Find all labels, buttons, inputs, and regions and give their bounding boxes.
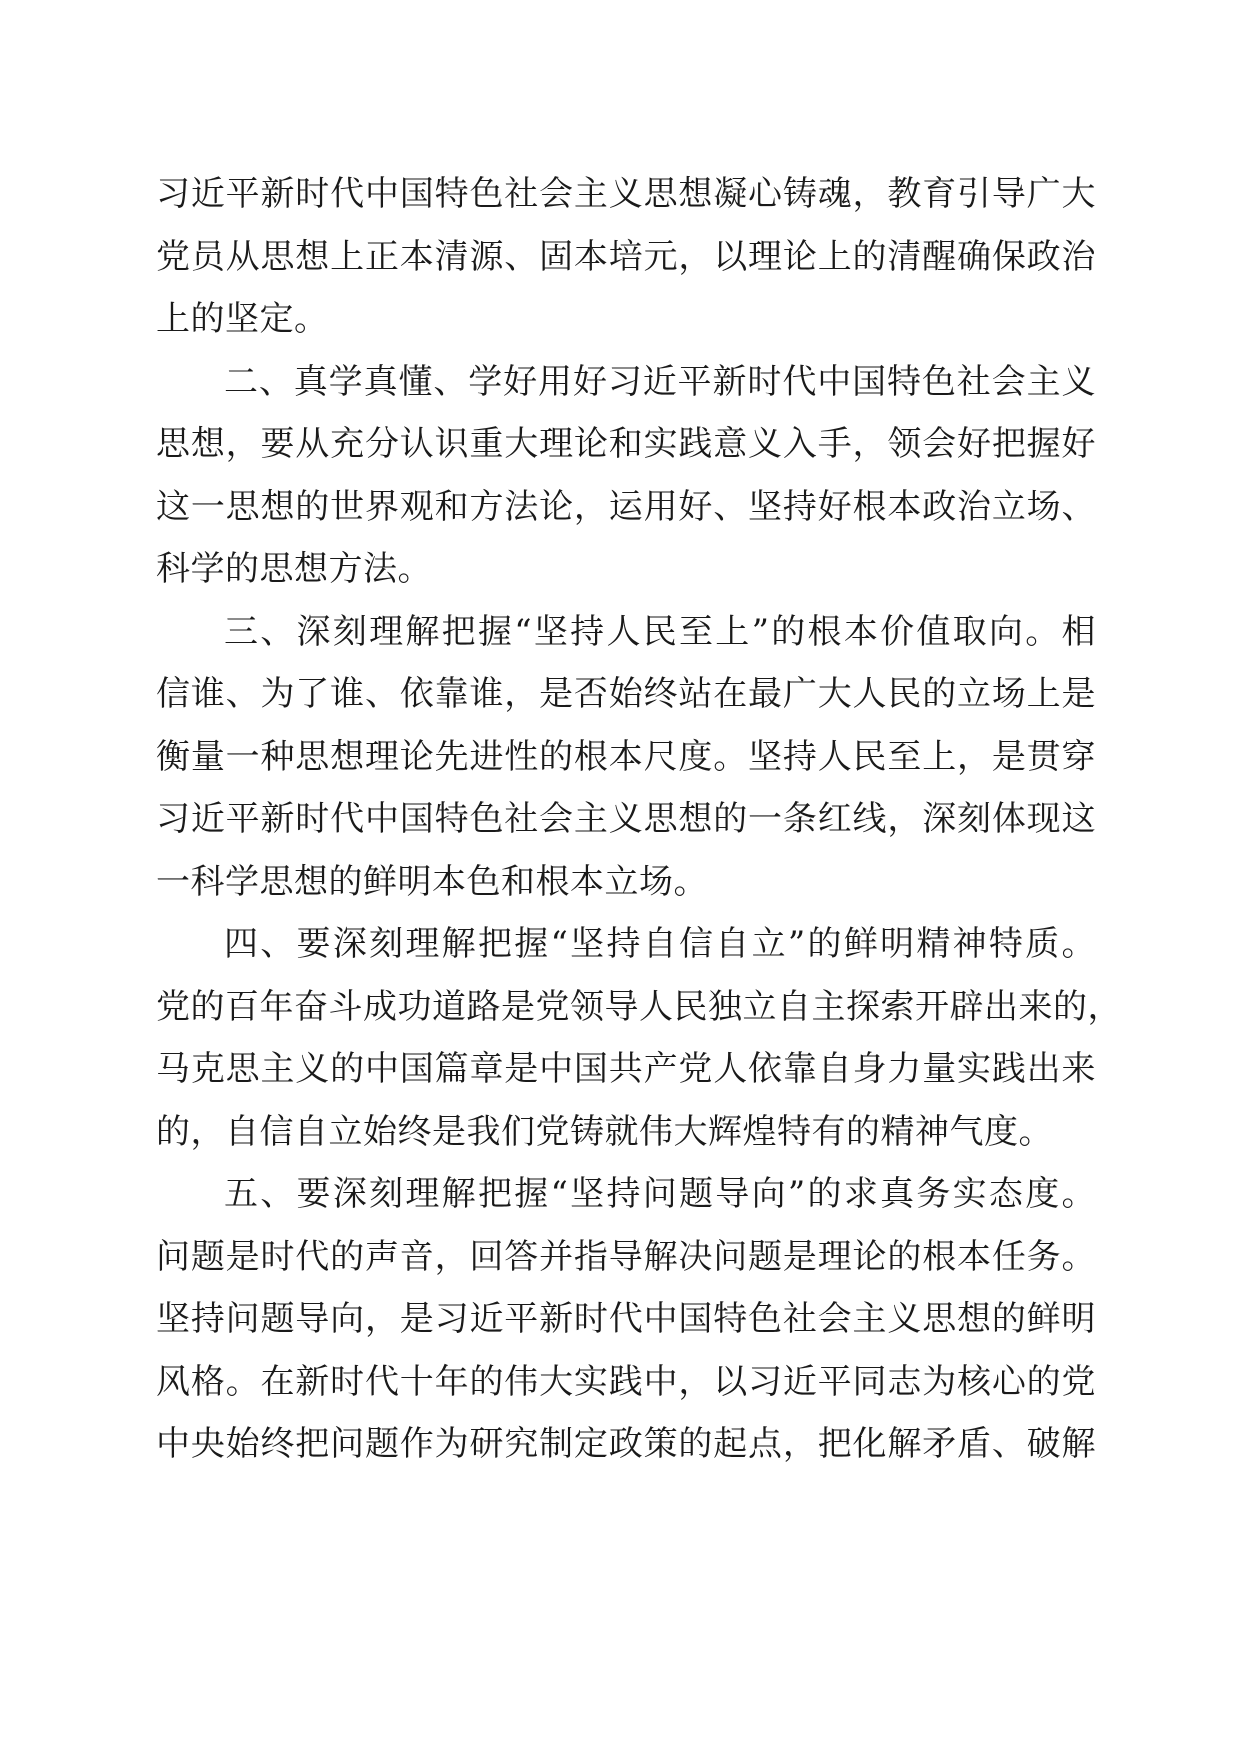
text-line: 党的百年奋斗成功道路是党领导人民独立自主探索开辟出来的， bbox=[156, 986, 1122, 1027]
text-line: 坚持问题导向，是习近平新时代中国特色社会主义思想的鲜明 bbox=[156, 1299, 1096, 1339]
text-line: 衡量一种思想理论先进性的根本尺度。坚持人民至上，是贯穿 bbox=[156, 736, 1096, 777]
text-line: 党员从思想上正本清源、固本培元，以理论上的清醒确保政治 bbox=[156, 236, 1096, 277]
text-line: 上的坚定。 bbox=[156, 299, 329, 339]
text-line: 中央始终把问题作为研究制定政策的起点，把化解矛盾、破解 bbox=[156, 1424, 1096, 1464]
paragraph-start-line: 四、要深刻理解把握“坚持自信自立”的鲜明精神特质。 bbox=[224, 924, 1096, 964]
paragraph-start-line: 二、真学真懂、学好用好习近平新时代中国特色社会主义 bbox=[224, 361, 1096, 402]
document-body bbox=[156, 163, 1122, 1476]
text-line: 一科学思想的鲜明本色和根本立场。 bbox=[156, 861, 708, 902]
text-line: 风格。在新时代十年的伟大实践中，以习近平同志为核心的党 bbox=[156, 1361, 1096, 1402]
text-line: 习近平新时代中国特色社会主义思想的一条红线，深刻体现这 bbox=[156, 799, 1096, 839]
text-line: 的，自信自立始终是我们党铸就伟大辉煌特有的精神气度。 bbox=[156, 1111, 1053, 1152]
text-line: 马克思主义的中国篇章是中国共产党人依靠自身力量实践出来 bbox=[156, 1049, 1096, 1089]
text-line: 习近平新时代中国特色社会主义思想凝心铸魂，教育引导广大 bbox=[156, 174, 1096, 214]
text-line: 思想，要从充分认识重大理论和实践意义入手，领会好把握好 bbox=[156, 424, 1096, 464]
text-line: 科学的思想方法。 bbox=[156, 549, 432, 589]
text-line: 这一思想的世界观和方法论，运用好、坚持好根本政治立场、 bbox=[156, 486, 1096, 527]
text-line: 问题是时代的声音，回答并指导解决问题是理论的根本任务。 bbox=[156, 1236, 1096, 1277]
paragraph-start-line: 五、要深刻理解把握“坚持问题导向”的求真务实态度。 bbox=[224, 1174, 1096, 1214]
paragraph-start-line: 三、深刻理解把握“坚持人民至上”的根本价值取向。相 bbox=[224, 611, 1096, 652]
text-line: 信谁、为了谁、依靠谁，是否始终站在最广大人民的立场上是 bbox=[156, 674, 1096, 714]
